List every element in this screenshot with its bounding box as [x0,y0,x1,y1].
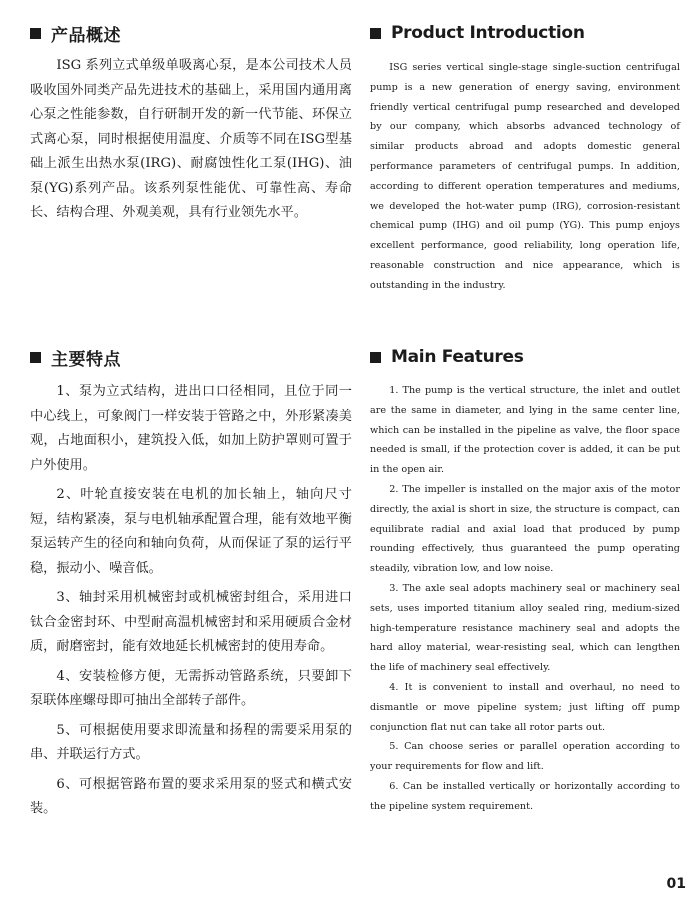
en-feature-item: 3. The axle seal adopts machinery seal or machinery seal sets, uses imported titanium alloy sealed ring, medium-sized high-temperature resistance machinery seal and adopts the hard alloy material, wear-resisting seal, which can lengthen the life of machinery seal effectively. [370,582,680,674]
en-intro-title: Product Introduction [391,23,585,43]
square-bullet-icon [30,352,41,363]
cn-intro-section [30,18,352,226]
en-feature-item: 5. Can choose series or parallel operation according to your requirements for flow and lift. [370,741,680,773]
cn-feature-item: 6、可根据管路布置的要求采用泵的竖式和横式安装。 [30,776,352,816]
en-intro-section [370,18,680,296]
cn-features-heading [30,342,352,372]
cn-intro-heading [30,18,352,48]
cn-intro-text: ISG 系列立式单级单吸离心泵，是本公司技术人员吸收国外同类产品先进技术的基础上，采用国内通用离心泵之性能参数，自行研制开发的新一代节能、环保立式离心泵，同时根据使用温度、介质等不同在ISG型基础上派生出热水泵(IRG)、耐腐蚀性化工泵(IHG)、油泵(YG)系列产品。该系列泵性能优、可靠性高、寿命长、结构合理、外观美观，具有行业领先水平。 [30,58,352,220]
en-feature-item: 4. It is convenient to install and overhaul, no need to dismantle or move pipeline system; just lifting off pump conjunction flat nut can take all rotor parts out. [370,681,680,733]
en-intro-text: ISG series vertical single-stage single-suction centrifugal pump is a new generation of energy saving, environment friendly vertical centrifugal pump researched and developed by our company, which absorbs advanced technology of similar products abroad and adopts domestic general performance parameters of centrifugal pumps. In addition, according to different operation temperatures and mediums, we developed the hot-water pump (IRG), corrosion-resistant chemical pump (IHG) and oil pump (YG). This pump enjoys excellent performance, good reliability, long operation life, reasonable construction and nice appearance, which is outstanding in the industry. [370,62,680,291]
en-features-title: Main Features [391,347,524,367]
cn-feature-item: 2、叶轮直接安装在电机的加长轴上，轴向尺寸短，结构紧凑，泵与电机轴承配置合理，能有效地平衡泵运转产生的径向和轴向负荷，从而保证了泵的运行平稳，振动小、噪音低。 [30,487,352,576]
en-feature-item: 6. Can be installed vertically or horizontally according to the pipeline system requirement. [370,780,680,812]
cn-feature-item: 5、可根据使用要求即流量和扬程的需要采用泵的串、并联运行方式。 [30,722,352,762]
square-bullet-icon [370,352,381,363]
en-features-section [370,342,680,817]
en-intro-heading [370,18,680,48]
cn-features-list [30,380,352,822]
page-number: 01 [666,876,686,892]
en-feature-item: 1. The pump is the vertical structure, the inlet and outlet are the same in diameter, and lying in the same center line, which can be installed in the pipeline as valve, the floor space needed is small, if the protection cover is added, it can be put in the open air. [370,385,680,476]
cn-feature-item: 3、轴封采用机械密封或机械密封组合，采用进口钛合金密封环、中型耐高温机械密封和采用硬质合金材质，耐磨密封，能有效地延长机械密封的使用寿命。 [30,590,352,654]
cn-feature-item: 1、泵为立式结构，进出口口径相同，且位于同一中心线上，可象阀门一样安装于管路之中，外形紧凑美观，占地面积小，建筑投入低，如加上防护罩则可置于户外使用。 [30,384,352,473]
en-feature-item: 2. The impeller is installed on the major axis of the motor directly, the axial is short in size, the structure is compact, can equilibrate radial and axial load that produced by pump rounding effectively, thus guaranteed the pump operating steadily, vibration low, and low noise. [370,483,680,575]
cn-feature-item: 4、安装检修方便，无需拆动管路系统，只要卸下泵联体座螺母即可抽出全部转子部件。 [30,668,352,708]
cn-features-section [30,342,352,827]
square-bullet-icon [30,28,41,39]
en-features-list [370,381,680,817]
cn-intro-title: 产品概述 [51,25,121,46]
cn-features-title: 主要特点 [51,349,121,370]
square-bullet-icon [370,28,381,39]
en-features-heading [370,342,680,372]
